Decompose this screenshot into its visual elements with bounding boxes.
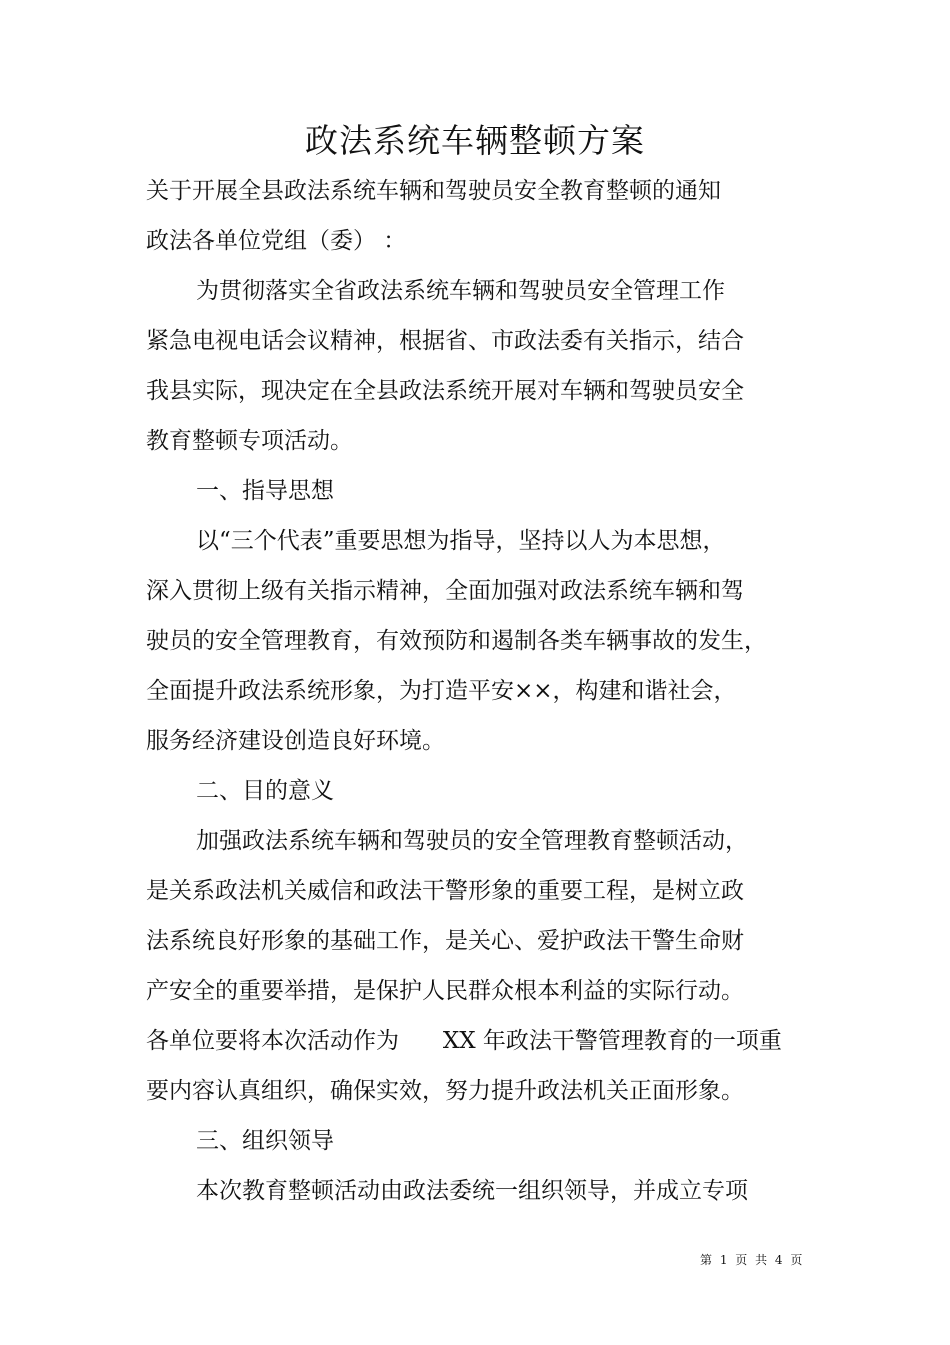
section-heading: 三、组织领导 — [196, 1128, 334, 1154]
paragraph-line: 要内容认真组织，确保实效，努力提升政法机关正面形象。 — [146, 1078, 744, 1104]
paragraph-line: 为贯彻落实全省政法系统车辆和驾驶员安全管理工作 — [196, 278, 725, 304]
section-heading: 一、指导思想 — [196, 478, 334, 504]
page-number: 第 1 页 共 4 页 — [700, 1253, 803, 1267]
paragraph-line: 我县实际，现决定在全县政法系统开展对车辆和驾驶员安全 — [146, 378, 744, 404]
paragraph-line: 服务经济建设创造良好环境。 — [146, 728, 445, 754]
paragraph-line: 以“三个代表”重要思想为指导，坚持以人为本思想， — [196, 528, 726, 554]
paragraph-line: 产安全的重要举措，是保护人民群众根本利益的实际行动。 — [146, 978, 744, 1004]
document-title: 政法系统车辆整顿方案 — [305, 121, 645, 160]
section-heading: 二、目的意义 — [196, 778, 334, 804]
paragraph-line: 本次教育整顿活动由政法委统一组织领导，并成立专项 — [196, 1178, 748, 1204]
paragraph-line: 各单位要将本次活动作为 XX 年政法干警管理教育的一项重 — [146, 1028, 782, 1054]
paragraph-line: 法系统良好形象的基础工作，是关心、爱护政法干警生命财 — [146, 928, 744, 954]
paragraph-line: 教育整顿专项活动。 — [146, 428, 353, 454]
paragraph-line: 加强政法系统车辆和驾驶员的安全管理教育整顿活动， — [196, 828, 748, 854]
notice-heading: 关于开展全县政法系统车辆和驾驶员安全教育整顿的通知 — [146, 178, 721, 204]
paragraph-line: 紧急电视电话会议精神，根据省、市政法委有关指示，结合 — [146, 328, 744, 354]
paragraph-line: 是关系政法机关威信和政法干警形象的重要工程，是树立政 — [146, 878, 744, 904]
paragraph-line: 全面提升政法系统形象，为打造平安××，构建和谐社会， — [146, 678, 737, 704]
paragraph-line: 驶员的安全管理教育，有效预防和遏制各类车辆事故的发生， — [146, 628, 767, 654]
paragraph-line: 深入贯彻上级有关指示精神，全面加强对政法系统车辆和驾 — [146, 578, 744, 604]
salutation: 政法各单位党组（委） ： — [146, 228, 407, 254]
